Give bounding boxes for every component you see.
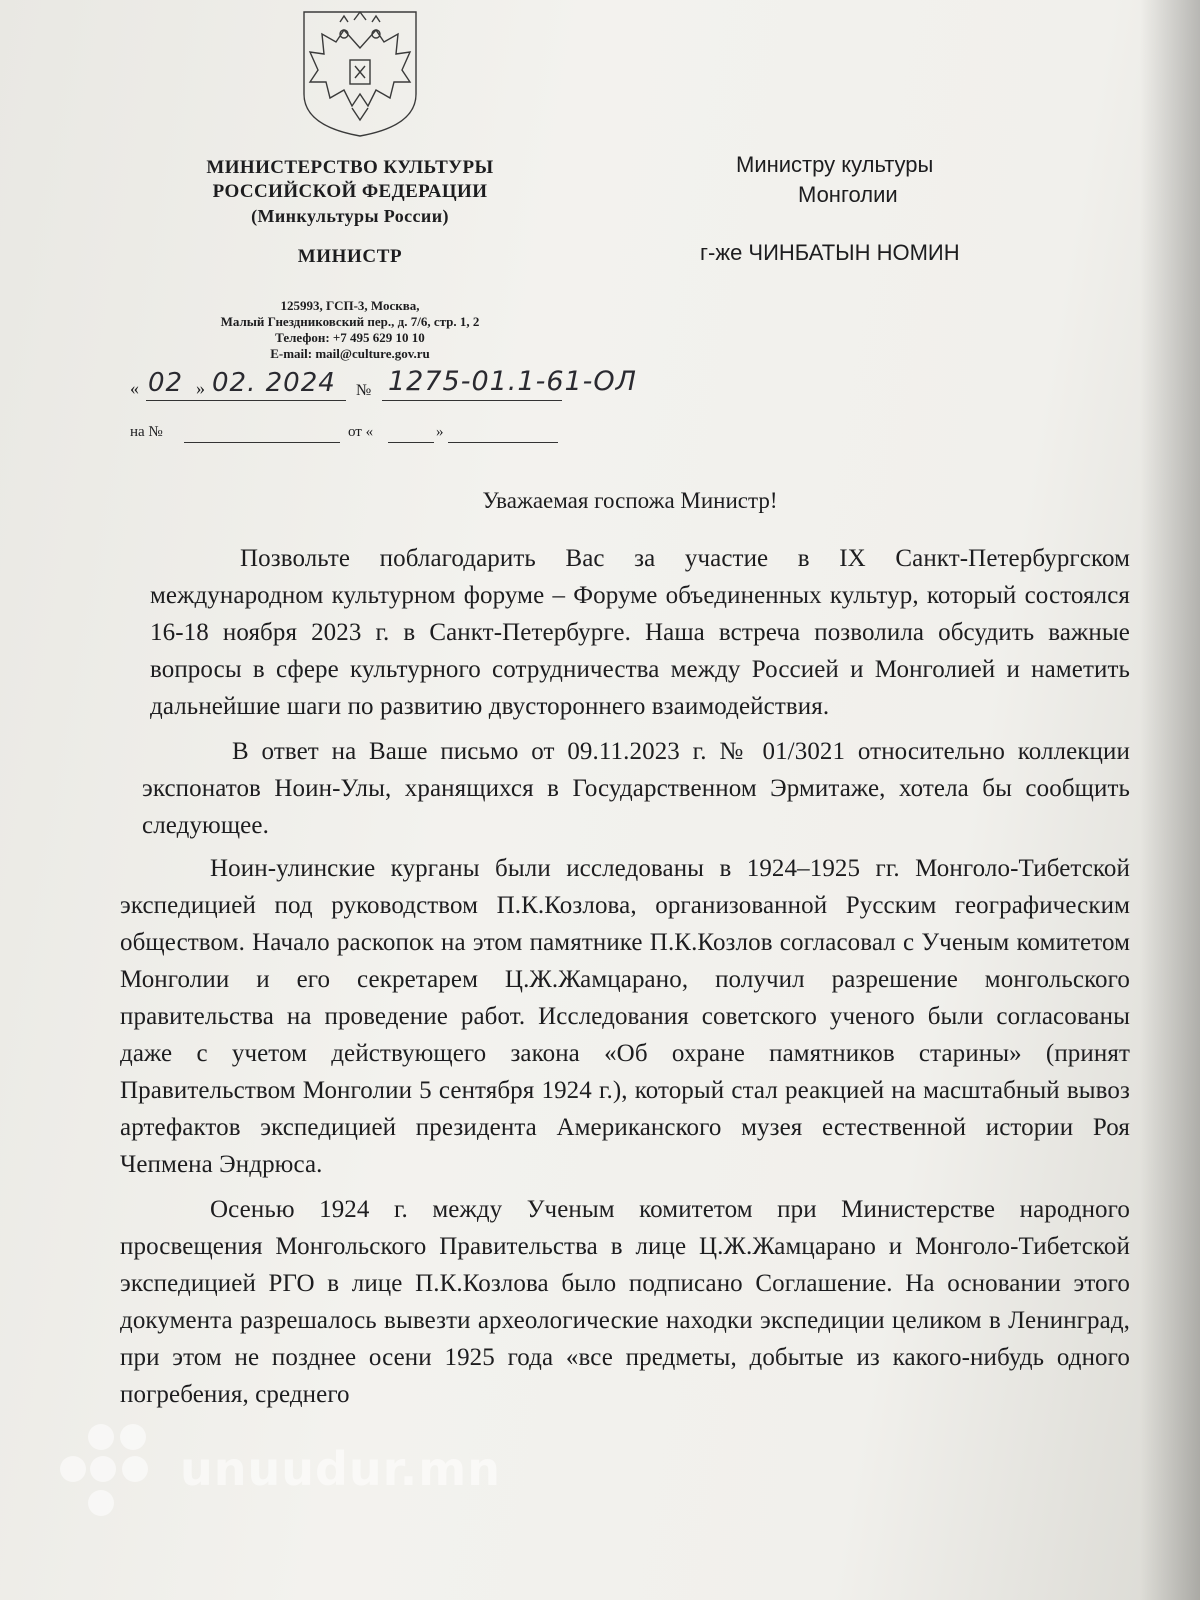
watermark-dot xyxy=(88,1424,114,1450)
addressee-name: г-же ЧИНБАТЫН НОМИН xyxy=(700,240,960,265)
email-address: E-mail: mail@culture.gov.ru xyxy=(270,346,430,361)
ministry-name-line2: РОССИЙСКОЙ ФЕДЕРАЦИИ xyxy=(212,181,488,202)
handwritten-date: 02. 2024 xyxy=(212,368,336,398)
watermark-dot xyxy=(88,1490,114,1516)
letter-body xyxy=(120,540,1130,1413)
coat-of-arms-emblem xyxy=(300,8,420,140)
watermark-dot xyxy=(120,1424,146,1450)
watermark xyxy=(60,1420,501,1540)
ref-date-label: от « xyxy=(348,424,374,440)
ministry-short-name: (Минкультуры России) xyxy=(251,206,449,226)
ref-number-blank xyxy=(184,442,340,443)
ministry-letterhead xyxy=(150,156,550,228)
ref-day-blank xyxy=(388,442,434,443)
addressee-country: Монголии xyxy=(798,182,898,207)
phone-number: Телефон: +7 495 629 10 10 xyxy=(275,330,425,345)
watermark-dot xyxy=(90,1456,116,1482)
handwritten-day: 02 xyxy=(148,368,184,398)
reference-line xyxy=(130,424,560,448)
page-edge-shadow xyxy=(1140,0,1200,1600)
paragraph-thanks: Позвольте поблагодарить Вас за участие в IX Санкт-Петербургском международном культурном форуме – Форуме объединенных культур, который состоялся 16-18 ноября 2023 г. в Санкт-Петербурге. Наша встреча позволила обсудить важные вопросы в сфере культурного сотрудничества между Россией и Монголией и наметить дальнейшие шаги по развитию двустороннего взаимодействия. xyxy=(150,545,1130,720)
paragraph-history: Ноин-улинские курганы были исследованы в 1924–1925 гг. Монголо-Тибетской экспедицией под руководством П.К.Козлова, организованной Русским географическим обществом. Начало раскопок на этом памятнике П.К.Козлов согласовал с Ученым комитетом Монголии и его секретарем Ц.Ж.Жамцарано, получил разрешение монгольского правительства на проведение работ. Исследования советского ученого были согласованы даже с учетом действующего закона «Об охране памятников старины» (принят Правительством Монголии 5 сентября 1924 г.), который стал реакцией на масштабный вывоз артефактов экспедицией президента Американского музея естественной истории Роя Чепмена Эндрюса. xyxy=(120,855,1130,1178)
salutation: Уважаемая госпожа Министр! xyxy=(482,488,778,513)
sender-position: МИНИСТР xyxy=(297,246,403,267)
ref-date-blank xyxy=(448,442,558,443)
date-quote-close: » xyxy=(196,378,205,398)
date-quote-open: « xyxy=(130,378,139,398)
ministry-name-line1: МИНИСТЕРСТВО КУЛЬТУРЫ xyxy=(206,157,494,178)
date-underline xyxy=(146,400,346,401)
address-line1: 125993, ГСП-3, Москва, xyxy=(280,298,420,313)
ref-date-quote-close: » xyxy=(436,424,444,440)
number-sign: № xyxy=(356,382,372,399)
registration-line xyxy=(130,366,637,406)
address-line2: Малый Гнездниковский пер., д. 7/6, стр. 1, 2 xyxy=(220,314,480,329)
paragraph-reply: В ответ на Ваше письмо от 09.11.2023 г. № 01/3021 относительно коллекции экспонатов Ноин-Улы, хранящихся в Государственном Эрмитаже, хотела бы сообщить следующее. xyxy=(142,738,1130,839)
handwritten-reg-number: 1275-01.1-61-ОЛ xyxy=(388,366,637,397)
ministry-contact-block xyxy=(150,298,550,362)
watermark-dot xyxy=(60,1456,86,1482)
number-underline xyxy=(382,400,562,401)
addressee-title: Министру культуры xyxy=(736,152,934,177)
watermark-dot xyxy=(122,1456,148,1482)
watermark-text: unuudur.mn xyxy=(180,1442,501,1496)
ref-number-label: на № xyxy=(130,424,163,440)
paragraph-agreement: Осенью 1924 г. между Ученым комитетом при Министерстве народного просвещения Монгольского Правительства в лице Ц.Ж.Жамцарано и Монголо-Тибетской экспедицией РГО в лице П.К.Козлова было подписано Соглашение. На основании этого документа разрешалось вывезти археологические находки экспедиции целиком в Ленинград, при этом не позднее осени 1925 года «все предметы, добытые из какого-нибудь одного погребения, среднего xyxy=(120,1196,1130,1408)
